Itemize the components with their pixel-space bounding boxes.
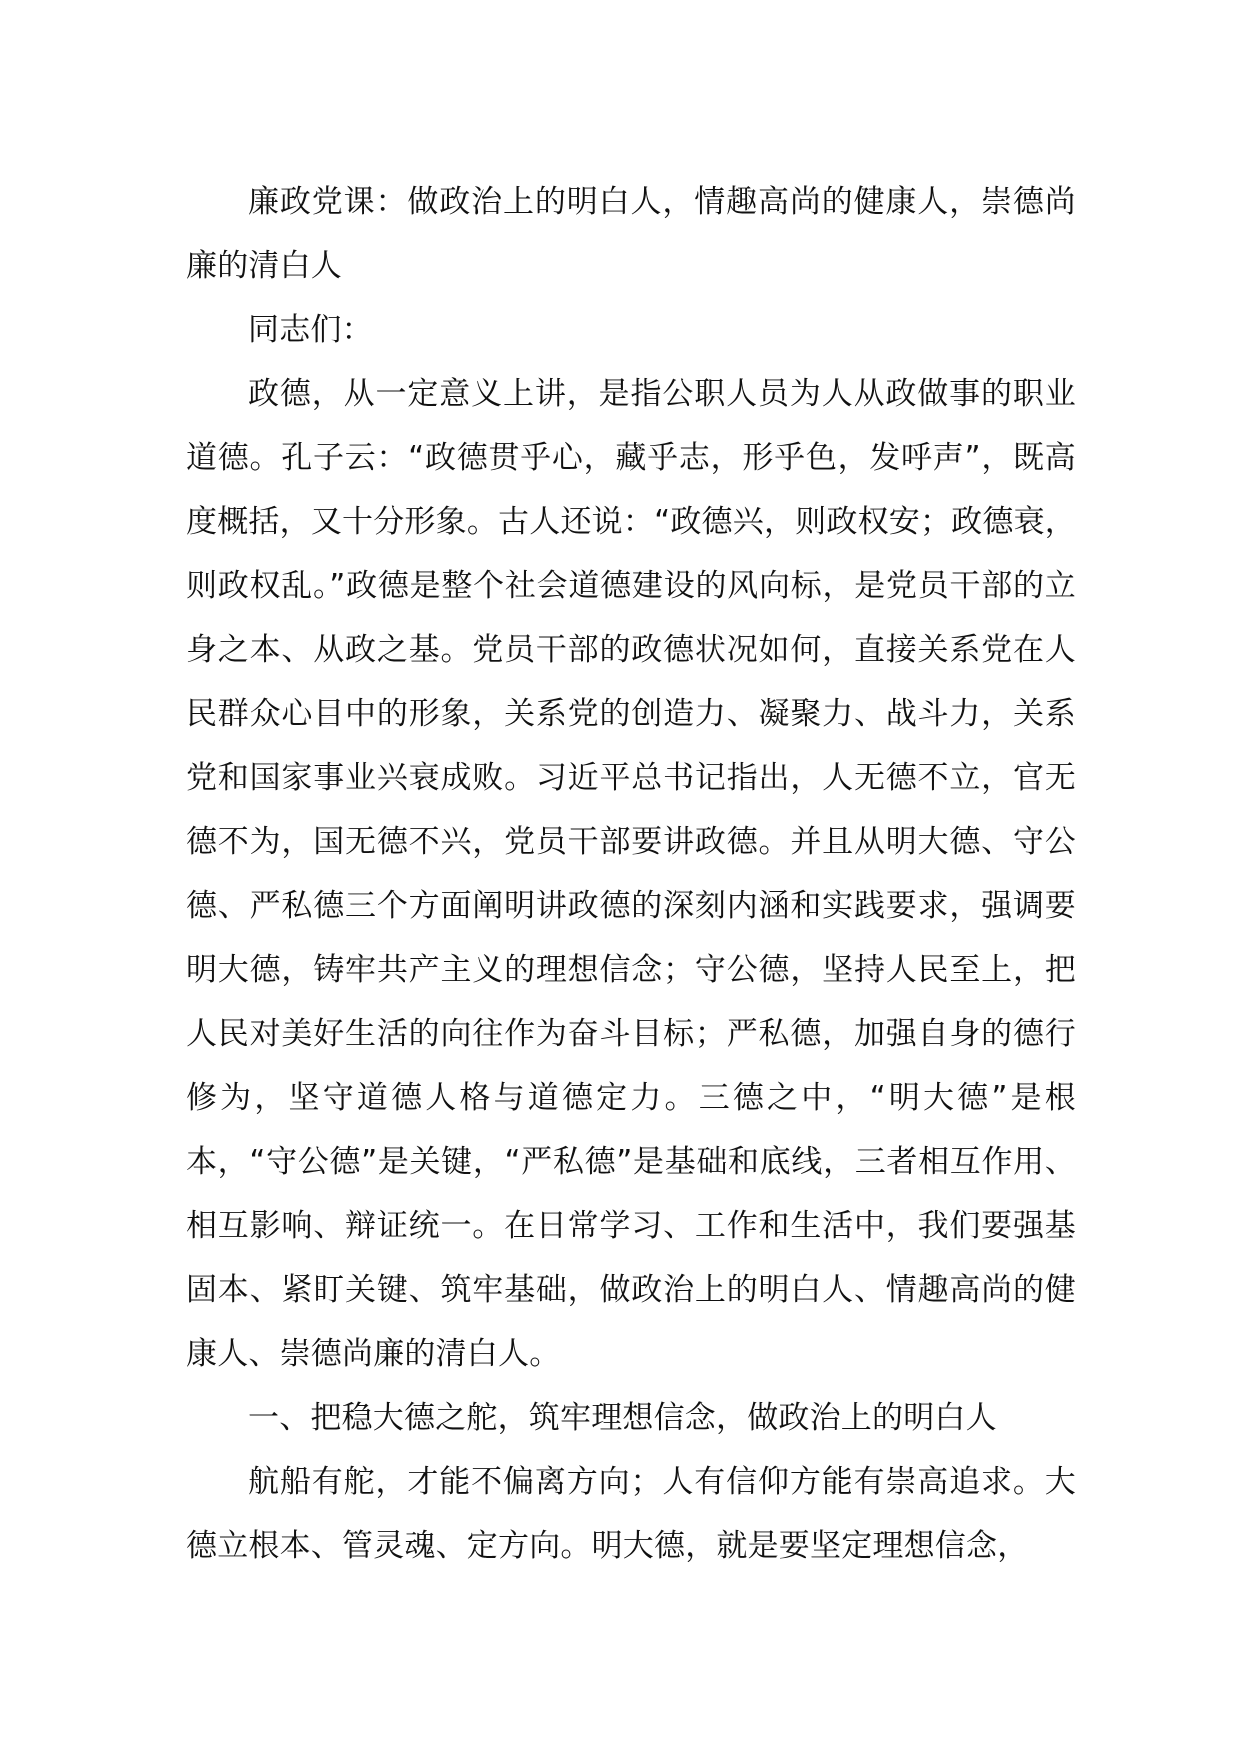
document-title: 廉政党课：做政治上的明白人，情趣高尚的健康人，崇德尚廉的清白人: [186, 184, 1076, 284]
salutation: 同志们：: [248, 312, 373, 348]
body-paragraph: 政德，从一定意义上讲，是指公职人员为人从政做事的职业道德。孔子云：“政德贯乎心，藏乎志，形乎色，发呼声”，既高度概括，又十分形象。古人还说：“政德兴，则政权安；政德衰，则政权乱。”政德是整个社会道德建设的风向标，是党员干部的立身之本、从政之基。党员干部的政德状况如何，直接关系党在人民群众心目中的形象，关系党的创造力、凝聚力、战斗力，关系党和国家事业兴衰成败。习近平总书记指出，人无德不立，官无德不为，国无德不兴，党员干部要讲政德。并且从明大德、守公德、严私德三个方面阐明讲政德的深刻内涵和实践要求，强调要明大德，铸牢共产主义的理想信念；守公德，坚持人民至上，把人民对美好生活的向往作为奋斗目标；严私德，加强自身的德行修为，坚守道德人格与道德定力。三德之中，“明大德”是根本，“守公德”是关键，“严私德”是基础和底线，三者相互作用、相互影响、辩证统一。在日常学习、工作和生活中，我们要强基固本、紧盯关键、筑牢基础，做政治上的明白人、情趣高尚的健康人、崇德尚廉的清白人。: [186, 376, 1076, 1372]
section-paragraph: 航船有舵，才能不偏离方向；人有信仰方能有崇高追求。大德立根本、管灵魂、定方向。明大德，就是要坚定理想信念，: [186, 1464, 1076, 1564]
document-body: [186, 170, 1076, 1578]
section-heading: 一、把稳大德之舵，筑牢理想信念，做政治上的明白人: [248, 1400, 997, 1436]
